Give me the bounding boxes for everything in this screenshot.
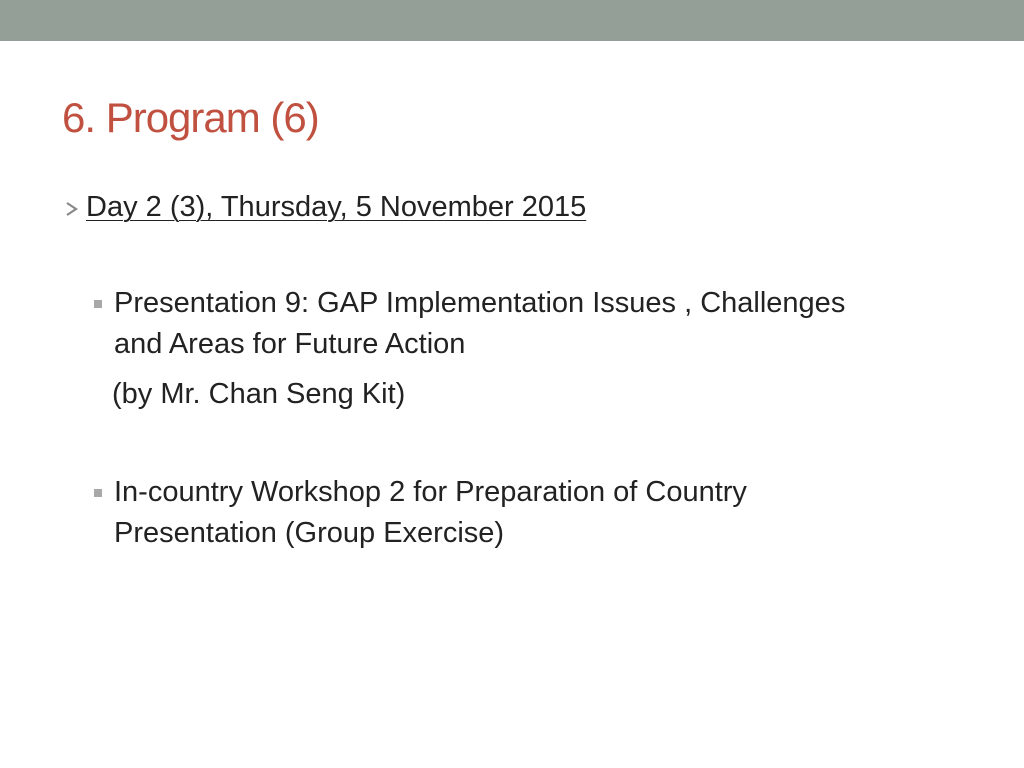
list-item-presentation-9 — [94, 283, 894, 367]
square-bullet-icon — [94, 489, 102, 497]
slide-title: 6. Program (6) — [62, 94, 319, 141]
list-item-text: In-country Workshop 2 for Preparation of Country Presentation (Group Exercise) — [114, 476, 747, 549]
square-bullet-icon — [94, 300, 102, 308]
list-item-text: Presentation 9: GAP Implementation Issues , Challenges and Areas for Future Action — [114, 287, 846, 360]
list-item-workshop-2 — [94, 472, 894, 556]
top-band — [0, 0, 1024, 41]
day-heading: Day 2 (3), Thursday, 5 November 2015 — [86, 191, 587, 223]
presenter-note: (by Mr. Chan Seng Kit) — [112, 378, 406, 410]
arrow-bullet-icon — [62, 199, 82, 219]
